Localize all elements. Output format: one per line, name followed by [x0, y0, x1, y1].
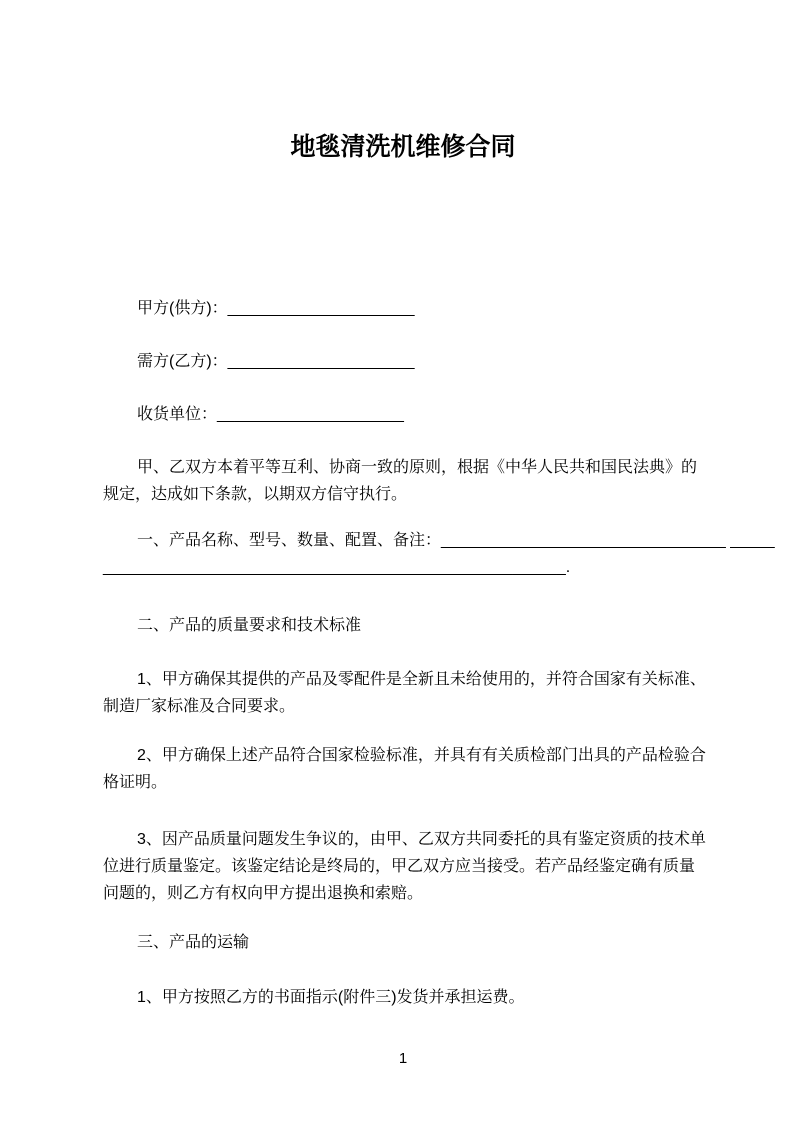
paragraph-item2-1 — [103, 666, 706, 720]
item2-3-line-3: 问题的，则乙方有权向甲方提出退换和索赔。 — [103, 885, 424, 902]
paragraph-item2-2 — [103, 742, 706, 796]
item2-3-line-2: 位进行质量鉴定。该鉴定结论是终局的，甲乙双方应当接受。若产品经鉴定确有质量 — [103, 858, 696, 875]
heading2-text: 二、产品的质量要求和技术标准 — [137, 617, 362, 634]
paragraph-item2-3 — [103, 826, 706, 907]
party-blank-supplier: _____________________ — [227, 300, 415, 317]
item2-2-line-1: 2、甲方确保上述产品符合国家检验标准，并具有有关质检部门出具的产品检验合 — [137, 747, 706, 764]
intro-line-2: 规定，达成如下条款，以期双方信守执行。 — [103, 486, 408, 503]
item2-1-line-2: 制造厂家标准及合同要求。 — [103, 698, 296, 715]
item3-1-line-1: 1、甲方按照乙方的书面指示(附件三)发货并承担运费。 — [137, 989, 525, 1006]
party-label-supplier: 甲方(供方)： — [137, 300, 228, 317]
section-heading-3 — [103, 929, 703, 956]
party-line-consignee — [103, 401, 703, 428]
party-line-buyer — [103, 348, 703, 375]
party-blank-buyer: _____________________ — [227, 353, 415, 370]
item1-line-1: 一、产品名称、型号、数量、配置、备注：________________________________ _____ — [137, 532, 775, 549]
section-heading-2 — [103, 612, 703, 639]
party-blank-consignee: _____________________ — [217, 406, 404, 423]
item2-2-line-2: 格证明。 — [103, 774, 168, 791]
item1-line-2: ____________________________________________________. — [103, 559, 571, 576]
party-label-consignee: 收货单位： — [137, 406, 218, 423]
party-label-buyer: 需方(乙方)： — [137, 353, 228, 370]
item2-3-line-1: 3、因产品质量问题发生争议的，由甲、乙双方共同委托的具有鉴定资质的技术单 — [137, 831, 706, 848]
paragraph-item1 — [103, 527, 775, 581]
paragraph-item3-1 — [103, 984, 703, 1011]
paragraph-intro — [103, 454, 703, 508]
intro-line-1: 甲、乙双方本着平等互利、协商一致的原则，根据《中华人民共和国民法典》的 — [137, 459, 698, 476]
heading3-text: 三、产品的运输 — [137, 934, 250, 951]
page-number: 1 — [398, 1050, 408, 1067]
party-line-supplier — [103, 295, 703, 322]
party-block — [103, 295, 703, 428]
item2-1-line-1: 1、甲方确保其提供的产品及零配件是全新且未给使用的，并符合国家有关标准、 — [137, 671, 706, 688]
contract-title: 地毯清洗机维修合同 — [290, 133, 516, 161]
